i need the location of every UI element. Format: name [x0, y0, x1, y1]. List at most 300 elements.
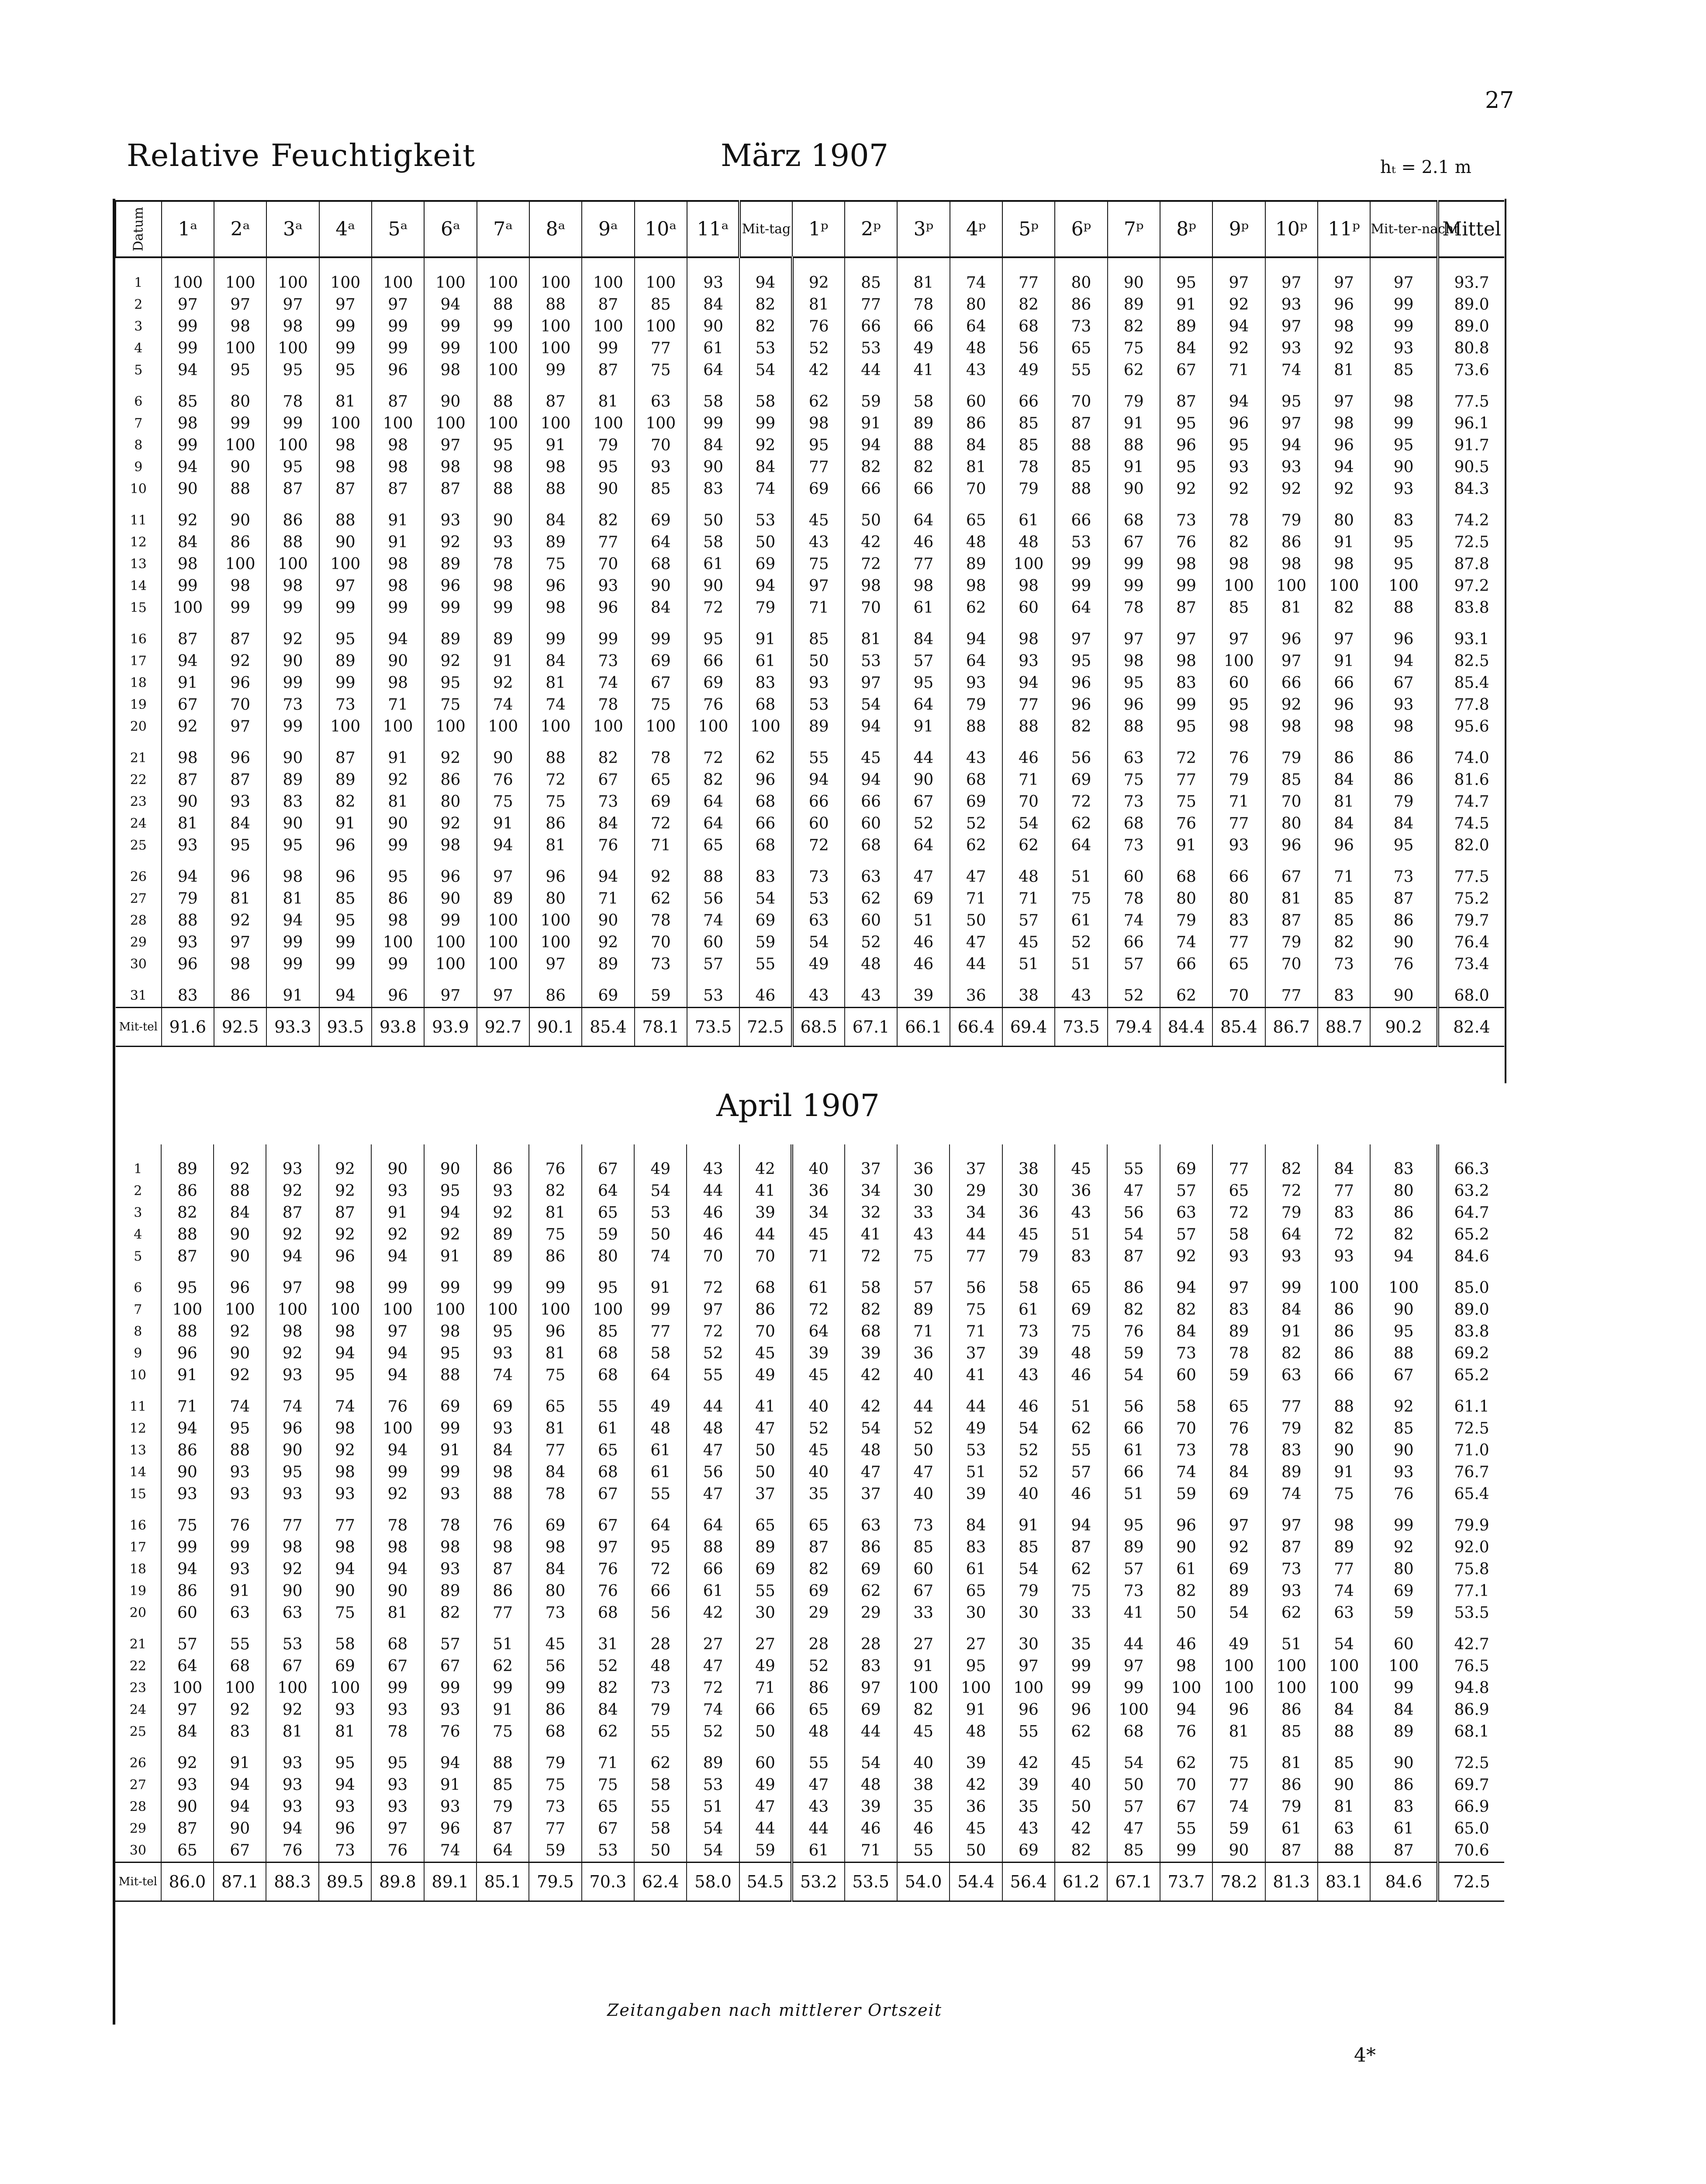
- value-cell: 92: [424, 813, 477, 835]
- value-cell: 96: [1318, 294, 1370, 316]
- value-cell: 100: [319, 553, 372, 575]
- value-cell: 91: [477, 1699, 529, 1721]
- hour-header: 1ᵃ: [162, 201, 214, 257]
- value-cell: 65: [529, 1386, 581, 1418]
- value-cell: 86: [1318, 738, 1370, 769]
- value-cell: 97: [1055, 619, 1107, 650]
- value-cell: 97: [1370, 257, 1438, 294]
- value-cell: 100: [1318, 1677, 1370, 1699]
- value-cell: 90: [1370, 1299, 1438, 1321]
- value-cell: 72: [687, 1268, 739, 1299]
- day-cell: 12: [130, 535, 147, 550]
- value-cell: 66: [634, 1580, 687, 1602]
- value-cell: 39: [950, 1743, 1002, 1774]
- value-cell: 75: [897, 1246, 950, 1268]
- day-cell: 10: [130, 481, 147, 497]
- value-cell: 90: [582, 478, 634, 500]
- value-cell: 89: [1370, 1721, 1438, 1743]
- value-cell: 88: [529, 478, 582, 500]
- value-cell: 58: [687, 381, 739, 413]
- day-cell: 10: [129, 1368, 146, 1383]
- value-cell: 92: [1370, 1537, 1438, 1559]
- value-cell: 76: [214, 1505, 266, 1537]
- value-cell: 44: [739, 1818, 792, 1840]
- value-cell: 100: [214, 1299, 266, 1321]
- value-cell: 95: [477, 435, 529, 456]
- value-cell: 66: [845, 316, 897, 338]
- value-cell: 97: [1212, 1505, 1265, 1537]
- value-cell: 93: [582, 575, 634, 597]
- value-cell: 77: [477, 1602, 529, 1624]
- value-cell: 91: [1265, 1321, 1318, 1343]
- value-cell: 90: [214, 1818, 266, 1840]
- value-cell: 81: [529, 672, 582, 694]
- value-cell: 90: [214, 500, 266, 532]
- value-cell: 99: [319, 672, 372, 694]
- value-cell: 99: [477, 1268, 529, 1299]
- value-cell: 43: [897, 1224, 950, 1246]
- mean-value: 89.8: [371, 1863, 424, 1901]
- mean-value: 54.5: [739, 1863, 792, 1901]
- value-cell: 89: [424, 1580, 477, 1602]
- value-cell: 98: [371, 1537, 424, 1559]
- table-row: [115, 1721, 1504, 1743]
- day-cell: 12: [129, 1421, 146, 1436]
- value-cell: 100: [161, 1677, 214, 1699]
- value-cell: 85: [1370, 1418, 1438, 1440]
- value-cell: 83: [1318, 1202, 1370, 1224]
- value-cell: 64: [687, 813, 739, 835]
- value-cell: 82: [1370, 1224, 1438, 1246]
- value-cell: 90: [1370, 456, 1438, 478]
- value-cell: 100: [266, 435, 319, 456]
- value-cell: 89: [266, 769, 319, 791]
- value-cell: 80.8: [1438, 338, 1504, 359]
- value-cell: 87: [162, 619, 214, 650]
- value-cell: 73: [635, 954, 687, 975]
- day-cell: 9: [134, 1346, 142, 1361]
- hour-header: 6ᵃ: [424, 201, 477, 257]
- value-cell: 61: [1160, 1559, 1212, 1580]
- day-cell: 9: [134, 460, 143, 475]
- mean-label: Mit-tel: [116, 1008, 162, 1047]
- value-cell: 90: [1212, 1840, 1265, 1863]
- day-cell: 13: [130, 556, 147, 572]
- value-cell: 54: [1107, 1224, 1160, 1246]
- table-row: [116, 532, 1504, 553]
- value-cell: 99: [634, 1299, 687, 1321]
- value-cell: 86: [792, 1677, 844, 1699]
- value-cell: 75: [582, 1774, 634, 1796]
- value-cell: 73: [319, 694, 372, 716]
- value-cell: 100: [266, 338, 319, 359]
- hour-header: 2ᵃ: [214, 201, 266, 257]
- value-cell: 73: [266, 694, 319, 716]
- date-header: [116, 201, 162, 257]
- value-cell: 95: [1108, 672, 1160, 694]
- value-cell: 53: [739, 338, 792, 359]
- value-cell: 89: [1108, 294, 1160, 316]
- value-cell: 83: [1318, 975, 1370, 1008]
- value-cell: 64: [582, 1180, 634, 1202]
- value-cell: 82: [739, 294, 792, 316]
- value-cell: 90: [266, 813, 319, 835]
- value-cell: 75: [529, 1774, 581, 1796]
- value-cell: 100: [477, 910, 529, 932]
- value-cell: 84: [582, 1699, 634, 1721]
- value-cell: 93: [371, 1774, 424, 1796]
- document-title: Relative Feuchtigkeit: [127, 138, 476, 173]
- value-cell: 78: [529, 1483, 581, 1505]
- value-cell: 56: [950, 1268, 1002, 1299]
- table-row: [116, 316, 1504, 338]
- pm-hour-header: 8ᵖ: [1160, 201, 1212, 257]
- mean-value: 78.1: [635, 1008, 687, 1047]
- value-cell: 76: [477, 1505, 529, 1537]
- value-cell: 85.4: [1438, 672, 1504, 694]
- value-cell: 82: [161, 1202, 214, 1224]
- value-cell: 80: [529, 1580, 581, 1602]
- table-row: [115, 1440, 1504, 1462]
- value-cell: 89: [582, 954, 634, 975]
- table-row: [116, 338, 1504, 359]
- table-row: [116, 791, 1504, 813]
- value-cell: 94: [319, 975, 372, 1008]
- value-cell: 63: [1318, 1818, 1370, 1840]
- value-cell: 88: [1370, 597, 1438, 619]
- value-cell: 86: [214, 975, 266, 1008]
- value-cell: 30: [1002, 1624, 1055, 1655]
- value-cell: 100: [214, 338, 266, 359]
- hour-header: 4ᵃ: [319, 201, 372, 257]
- value-cell: 73.4: [1438, 954, 1504, 975]
- value-cell: 74: [1265, 359, 1318, 381]
- value-cell: 54: [1002, 813, 1055, 835]
- day-cell: 20: [130, 719, 147, 734]
- value-cell: 73: [319, 1840, 371, 1863]
- value-cell: 70: [739, 1321, 792, 1343]
- value-cell: 63: [845, 1505, 897, 1537]
- value-cell: 80: [1318, 500, 1370, 532]
- mean-label: Mit-tel: [115, 1863, 161, 1901]
- value-cell: 83: [214, 1721, 266, 1743]
- value-cell: 92: [792, 257, 845, 294]
- value-cell: 95: [371, 1743, 424, 1774]
- day-cell: 24: [130, 816, 147, 831]
- value-cell: 47: [792, 1774, 844, 1796]
- value-cell: 89: [1318, 1537, 1370, 1559]
- april-humidity-table: [115, 1144, 1504, 1902]
- value-cell: 51: [897, 910, 950, 932]
- day-cell: 7: [134, 1302, 142, 1317]
- value-cell: 83: [1055, 1246, 1107, 1268]
- value-cell: 85: [1002, 435, 1055, 456]
- value-cell: 95: [1160, 716, 1212, 738]
- value-cell: 95: [1265, 381, 1318, 413]
- value-cell: 99: [687, 413, 739, 435]
- value-cell: 65: [582, 1796, 634, 1818]
- value-cell: 99: [1160, 694, 1212, 716]
- value-cell: 39: [845, 1796, 897, 1818]
- value-cell: 32: [845, 1202, 897, 1224]
- value-cell: 96.1: [1438, 413, 1504, 435]
- value-cell: 90: [161, 1796, 214, 1818]
- table-row: [116, 738, 1504, 769]
- value-cell: 37: [845, 1483, 897, 1505]
- value-cell: 69: [739, 1559, 792, 1580]
- value-cell: 77: [1002, 257, 1055, 294]
- value-cell: 76: [1212, 1418, 1265, 1440]
- mean-value: 92.7: [477, 1008, 529, 1047]
- value-cell: 88: [214, 478, 266, 500]
- value-cell: 76: [266, 1840, 318, 1863]
- value-cell: 61: [1002, 500, 1055, 532]
- value-cell: 91: [1160, 835, 1212, 857]
- value-cell: 28: [634, 1624, 687, 1655]
- value-cell: 65: [739, 1505, 792, 1537]
- value-cell: 59: [635, 975, 687, 1008]
- value-cell: 95: [950, 1655, 1002, 1677]
- value-cell: 99: [162, 575, 214, 597]
- value-cell: 84: [1318, 769, 1370, 791]
- value-cell: 85: [582, 1321, 634, 1343]
- pm-hour-header: 4ᵖ: [950, 201, 1002, 257]
- value-cell: 68: [214, 1655, 266, 1677]
- value-cell: 77: [1212, 932, 1265, 954]
- table-row: [115, 1602, 1504, 1624]
- value-cell: 74: [477, 694, 529, 716]
- value-cell: 93: [371, 1180, 424, 1202]
- value-cell: 99: [477, 1677, 529, 1699]
- value-cell: 91: [634, 1268, 687, 1299]
- value-cell: 99: [424, 1418, 477, 1440]
- value-cell: 95: [424, 1343, 477, 1365]
- value-cell: 49: [634, 1386, 687, 1418]
- value-cell: 95: [424, 672, 477, 694]
- value-cell: 89.0: [1438, 316, 1504, 338]
- value-cell: 44: [739, 1224, 792, 1246]
- value-cell: 96: [1160, 435, 1212, 456]
- value-cell: 69: [792, 1580, 844, 1602]
- value-cell: 69: [1160, 1144, 1212, 1180]
- value-cell: 86: [1055, 294, 1107, 316]
- value-cell: 98: [1160, 553, 1212, 575]
- value-cell: 96: [1160, 1505, 1212, 1537]
- value-cell: 36: [792, 1180, 844, 1202]
- value-cell: 52: [1055, 932, 1107, 954]
- value-cell: 73: [1160, 1440, 1212, 1462]
- value-cell: 100: [529, 413, 582, 435]
- value-cell: 96: [1212, 413, 1265, 435]
- value-cell: 93: [162, 932, 214, 954]
- value-cell: 86: [1370, 738, 1438, 769]
- value-cell: 67: [582, 769, 634, 791]
- value-cell: 76: [1160, 813, 1212, 835]
- midnight-header: Mit-ter-nacht: [1370, 201, 1438, 257]
- value-cell: 87: [477, 1818, 529, 1840]
- value-cell: 61: [687, 338, 739, 359]
- mean-value: 67.1: [1107, 1863, 1160, 1901]
- value-cell: 93: [477, 532, 529, 553]
- value-cell: 46: [687, 1224, 739, 1246]
- value-cell: 48: [1002, 857, 1055, 888]
- value-cell: 77: [845, 294, 897, 316]
- value-cell: 69.7: [1438, 1774, 1504, 1796]
- mean-value: 79.4: [1108, 1008, 1160, 1047]
- mean-value: 70.3: [582, 1863, 634, 1901]
- value-cell: 67: [424, 1655, 477, 1677]
- value-cell: 70: [635, 435, 687, 456]
- mean-value: 67.1: [845, 1008, 897, 1047]
- value-cell: 100: [687, 716, 739, 738]
- value-cell: 66: [739, 813, 792, 835]
- value-cell: 88: [161, 1224, 214, 1246]
- value-cell: 94: [319, 1559, 371, 1580]
- value-cell: 69.2: [1438, 1343, 1504, 1365]
- value-cell: 93: [635, 456, 687, 478]
- value-cell: 100: [1212, 1677, 1265, 1699]
- value-cell: 63: [1160, 1202, 1212, 1224]
- value-cell: 55: [634, 1721, 687, 1743]
- value-cell: 81: [1265, 597, 1318, 619]
- value-cell: 84: [162, 532, 214, 553]
- value-cell: 63: [1108, 738, 1160, 769]
- value-cell: 49: [897, 338, 950, 359]
- value-cell: 72: [845, 1246, 897, 1268]
- value-cell: 92: [319, 1224, 371, 1246]
- value-cell: 92: [477, 672, 529, 694]
- value-cell: 91: [477, 813, 529, 835]
- value-cell: 83: [1370, 1796, 1438, 1818]
- value-cell: 75: [792, 553, 845, 575]
- value-cell: 73: [1002, 1321, 1055, 1343]
- value-cell: 100: [1318, 1655, 1370, 1677]
- value-cell: 89: [319, 769, 372, 791]
- value-cell: 81: [372, 791, 424, 813]
- value-cell: 88: [477, 478, 529, 500]
- value-cell: 68: [1160, 857, 1212, 888]
- value-cell: 92: [371, 1483, 424, 1505]
- value-cell: 97: [1318, 619, 1370, 650]
- value-cell: 36: [1055, 1180, 1107, 1202]
- value-cell: 68: [845, 835, 897, 857]
- mean-value: 89.1: [424, 1863, 477, 1901]
- value-cell: 90: [162, 478, 214, 500]
- value-cell: 89: [477, 888, 529, 910]
- value-cell: 68: [371, 1624, 424, 1655]
- value-cell: 64: [950, 650, 1002, 672]
- day-cell: 2: [134, 297, 143, 312]
- value-cell: 72: [529, 769, 582, 791]
- value-cell: 85: [162, 381, 214, 413]
- value-cell: 100: [424, 716, 477, 738]
- value-cell: 68: [845, 1321, 897, 1343]
- value-cell: 97: [371, 1321, 424, 1343]
- value-cell: 99: [582, 338, 634, 359]
- value-cell: 67: [266, 1655, 318, 1677]
- value-cell: 49: [739, 1365, 792, 1386]
- value-cell: 35: [792, 1483, 844, 1505]
- value-cell: 96: [424, 1818, 477, 1840]
- value-cell: 54: [1107, 1365, 1160, 1386]
- value-cell: 94: [371, 1559, 424, 1580]
- value-cell: 88: [1055, 435, 1107, 456]
- value-cell: 27: [897, 1624, 950, 1655]
- value-cell: 40: [1002, 1483, 1055, 1505]
- day-cell: 20: [129, 1605, 146, 1621]
- table-row: [116, 857, 1504, 888]
- value-cell: 43: [950, 359, 1002, 381]
- table-row: [116, 359, 1504, 381]
- value-cell: 48: [634, 1655, 687, 1677]
- value-cell: 75: [424, 694, 477, 716]
- value-cell: 60: [792, 813, 845, 835]
- value-cell: 82: [424, 1602, 477, 1624]
- value-cell: 55: [1055, 359, 1107, 381]
- value-cell: 87: [266, 478, 319, 500]
- value-cell: 74.0: [1438, 738, 1504, 769]
- value-cell: 94: [266, 1818, 318, 1840]
- value-cell: 62: [792, 381, 845, 413]
- value-cell: 89: [529, 532, 582, 553]
- value-cell: 98: [162, 553, 214, 575]
- value-cell: 100: [529, 932, 582, 954]
- value-cell: 87: [582, 359, 634, 381]
- signature-mark: 4*: [1354, 2044, 1376, 2067]
- value-cell: 91: [371, 1202, 424, 1224]
- value-cell: 84: [529, 500, 582, 532]
- value-cell: 86: [1370, 1774, 1438, 1796]
- value-cell: 97: [477, 975, 529, 1008]
- value-cell: 66.3: [1438, 1144, 1504, 1180]
- value-cell: 65.2: [1438, 1224, 1504, 1246]
- day-cell: 18: [130, 675, 147, 691]
- value-cell: 93: [687, 257, 739, 294]
- value-cell: 92.0: [1438, 1537, 1504, 1559]
- value-cell: 42: [845, 1365, 897, 1386]
- value-cell: 96: [161, 1343, 214, 1365]
- value-cell: 85: [1055, 456, 1107, 478]
- value-cell: 96: [424, 857, 477, 888]
- value-cell: 95: [424, 1180, 477, 1202]
- value-cell: 78: [1212, 1343, 1265, 1365]
- value-cell: 76: [582, 1580, 634, 1602]
- value-cell: 97: [529, 954, 582, 975]
- value-cell: 73: [792, 857, 845, 888]
- value-cell: 72: [792, 1299, 844, 1321]
- value-cell: 79.9: [1438, 1505, 1504, 1537]
- mean-value: 82.4: [1438, 1008, 1504, 1047]
- value-cell: 84: [1318, 1699, 1370, 1721]
- value-cell: 82: [1265, 1144, 1318, 1180]
- value-cell: 99: [1370, 413, 1438, 435]
- value-cell: 89: [1107, 1537, 1160, 1559]
- value-cell: 77: [634, 1321, 687, 1343]
- value-cell: 61: [792, 1268, 844, 1299]
- value-cell: 37: [950, 1144, 1002, 1180]
- value-cell: 65: [1055, 1268, 1107, 1299]
- value-cell: 99: [319, 338, 372, 359]
- value-cell: 79: [582, 435, 634, 456]
- value-cell: 100: [214, 553, 266, 575]
- value-cell: 100: [372, 932, 424, 954]
- value-cell: 87: [266, 1202, 318, 1224]
- value-cell: 82: [845, 1299, 897, 1321]
- value-cell: 89: [477, 619, 529, 650]
- value-cell: 86: [1318, 1299, 1370, 1321]
- value-cell: 43: [687, 1144, 739, 1180]
- value-cell: 62: [845, 1580, 897, 1602]
